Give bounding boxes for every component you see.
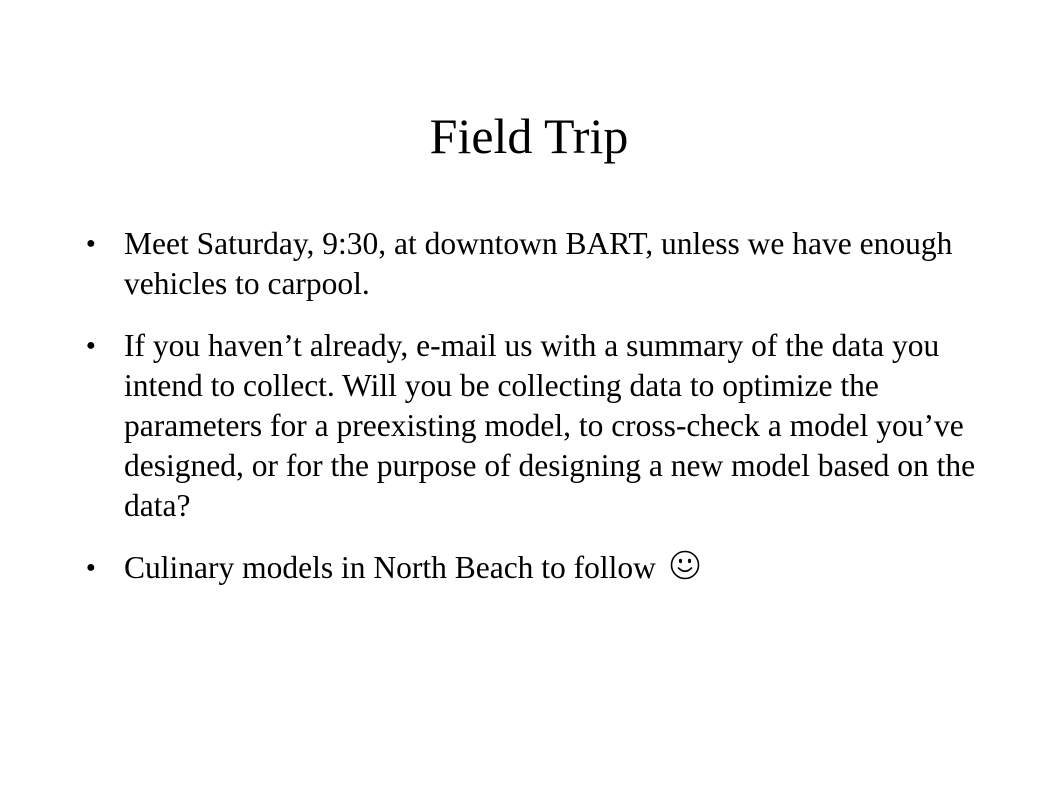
- bullet-dot-icon: ●: [86, 337, 96, 354]
- bullet-list: [86, 224, 986, 612]
- bullet-item: [86, 548, 986, 590]
- bullet-dot-icon: ●: [86, 559, 96, 576]
- bullet-text: If you haven’t already, e-mail us with a summary of the data you intend to collect. Will you be collecting data to optimize the parameters for a preexisting model, to cross-check a model you’ve designed, or for the purpose of designing a new model based on the data?: [124, 328, 976, 523]
- smiley-icon: [670, 550, 700, 590]
- bullet-item: [86, 326, 986, 526]
- slide-title: Field Trip: [429, 108, 629, 164]
- bullet-dot-icon: ●: [86, 235, 96, 252]
- bullet-text: Culinary models in North Beach to follow: [124, 550, 656, 585]
- bullet-text: Meet Saturday, 9:30, at downtown BART, unless we have enough vehicles to carpool.: [124, 226, 953, 301]
- bullet-item: [86, 224, 986, 304]
